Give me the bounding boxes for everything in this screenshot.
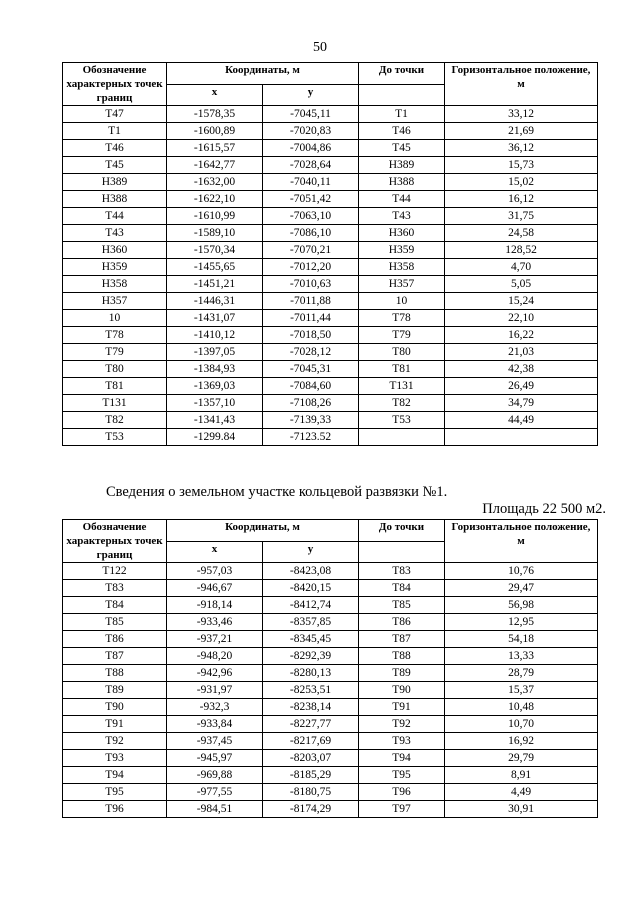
x-cell: -931,97 <box>167 682 263 699</box>
table-row <box>63 344 598 361</box>
distance-cell: 28,79 <box>445 665 598 682</box>
x-cell: -1446,31 <box>167 293 263 310</box>
distance-cell: 15,02 <box>445 174 598 191</box>
distance-cell: 128,52 <box>445 242 598 259</box>
y-header: у <box>263 84 359 106</box>
x-header: х <box>167 541 263 563</box>
x-cell: -946,67 <box>167 580 263 597</box>
point-cell: Т83 <box>63 580 167 597</box>
distance-cell: 8,91 <box>445 767 598 784</box>
table-row <box>63 563 598 580</box>
to-point-cell: Т131 <box>359 378 445 395</box>
y-cell: -7045,31 <box>263 361 359 378</box>
point-cell: Н358 <box>63 276 167 293</box>
table-row <box>63 327 598 344</box>
distance-cell: 26,49 <box>445 378 598 395</box>
x-cell: -1610,99 <box>167 208 263 225</box>
distance-cell: 10,48 <box>445 699 598 716</box>
x-cell: -957,03 <box>167 563 263 580</box>
to-point-cell: Т86 <box>359 614 445 631</box>
x-cell: -1451,21 <box>167 276 263 293</box>
point-cell: Т89 <box>63 682 167 699</box>
table-row <box>63 648 598 665</box>
table-row <box>63 699 598 716</box>
table-row <box>63 784 598 801</box>
y-cell: -7011,44 <box>263 310 359 327</box>
x-cell: -1357,10 <box>167 395 263 412</box>
x-cell: -1578,35 <box>167 106 263 123</box>
x-cell: -937,45 <box>167 733 263 750</box>
horizontal-header: Горизонтальное положение, м <box>445 63 598 106</box>
y-cell: -8174,29 <box>263 801 359 818</box>
x-cell: -945,97 <box>167 750 263 767</box>
point-cell: Т46 <box>63 140 167 157</box>
distance-cell: 12,95 <box>445 614 598 631</box>
distance-cell: 21,69 <box>445 123 598 140</box>
distance-cell: 29,47 <box>445 580 598 597</box>
y-header: у <box>263 541 359 563</box>
point-cell: Т45 <box>63 157 167 174</box>
empty-header <box>359 541 445 563</box>
y-cell: -8217,69 <box>263 733 359 750</box>
distance-cell: 4,49 <box>445 784 598 801</box>
distance-cell: 10,70 <box>445 716 598 733</box>
distance-cell: 10,76 <box>445 563 598 580</box>
to-point-cell: Т45 <box>359 140 445 157</box>
x-cell: -1600,89 <box>167 123 263 140</box>
point-cell: Т1 <box>63 123 167 140</box>
distance-cell: 33,12 <box>445 106 598 123</box>
distance-cell: 15,73 <box>445 157 598 174</box>
x-cell: -942,96 <box>167 665 263 682</box>
to-point-cell: Н388 <box>359 174 445 191</box>
y-cell: -8412,74 <box>263 597 359 614</box>
y-cell: -8357,85 <box>263 614 359 631</box>
coordinates-header: Координаты, м <box>167 520 359 542</box>
to-point-cell: Т90 <box>359 682 445 699</box>
table-row <box>63 429 598 446</box>
distance-cell: 15,24 <box>445 293 598 310</box>
point-cell: Т85 <box>63 614 167 631</box>
distance-cell: 31,75 <box>445 208 598 225</box>
header-row <box>63 520 598 542</box>
y-cell: -7086,10 <box>263 225 359 242</box>
table-row <box>63 597 598 614</box>
x-cell: -1632,00 <box>167 174 263 191</box>
table-row <box>63 259 598 276</box>
to-point-cell: Т43 <box>359 208 445 225</box>
distance-cell: 22,10 <box>445 310 598 327</box>
to-point-cell <box>359 429 445 446</box>
x-cell: -932,3 <box>167 699 263 716</box>
point-cell: Т91 <box>63 716 167 733</box>
table-row <box>63 767 598 784</box>
table-row <box>63 242 598 259</box>
point-cell: Т78 <box>63 327 167 344</box>
table-row <box>63 208 598 225</box>
distance-cell: 42,38 <box>445 361 598 378</box>
table-row <box>63 361 598 378</box>
point-cell: Т122 <box>63 563 167 580</box>
distance-cell: 44,49 <box>445 412 598 429</box>
y-cell: -8203,07 <box>263 750 359 767</box>
x-cell: -1397,05 <box>167 344 263 361</box>
point-cell: Т95 <box>63 784 167 801</box>
y-cell: -7084,60 <box>263 378 359 395</box>
y-cell: -7063,10 <box>263 208 359 225</box>
table-row <box>63 733 598 750</box>
distance-cell: 54,18 <box>445 631 598 648</box>
to-point-cell: Т97 <box>359 801 445 818</box>
y-cell: -7012,20 <box>263 259 359 276</box>
point-cell: Н388 <box>63 191 167 208</box>
designation-header: Обозначение характерных точек границ <box>63 63 167 106</box>
x-cell: -1615,57 <box>167 140 263 157</box>
table-row <box>63 395 598 412</box>
y-cell: -8253,51 <box>263 682 359 699</box>
to-point-header: До точки <box>359 63 445 85</box>
point-cell: Т53 <box>63 429 167 446</box>
distance-cell: 21,03 <box>445 344 598 361</box>
to-point-cell: Т89 <box>359 665 445 682</box>
horizontal-header: Горизонтальное положение, м <box>445 520 598 563</box>
y-cell: -7010,63 <box>263 276 359 293</box>
y-cell: -8423,08 <box>263 563 359 580</box>
land-plot-caption: Сведения о земельном участке кольцевой развязки №1. <box>106 484 448 500</box>
x-cell: -1589,10 <box>167 225 263 242</box>
y-cell: -8280,13 <box>263 665 359 682</box>
to-point-cell: Т80 <box>359 344 445 361</box>
y-cell: -7011,88 <box>263 293 359 310</box>
area-label: Площадь 22 500 м2. <box>482 501 606 517</box>
point-cell: Т94 <box>63 767 167 784</box>
to-point-cell: Т92 <box>359 716 445 733</box>
x-cell: -933,84 <box>167 716 263 733</box>
to-point-cell: Т88 <box>359 648 445 665</box>
to-point-cell: Т96 <box>359 784 445 801</box>
x-cell: -918,14 <box>167 597 263 614</box>
y-cell: -8420,15 <box>263 580 359 597</box>
table-row <box>63 750 598 767</box>
distance-cell: 16,92 <box>445 733 598 750</box>
coordinates-table-2 <box>62 519 598 818</box>
to-point-cell: Т83 <box>359 563 445 580</box>
y-cell: -7108,26 <box>263 395 359 412</box>
table-row <box>63 716 598 733</box>
y-cell: -8292,39 <box>263 648 359 665</box>
y-cell: -7020,83 <box>263 123 359 140</box>
table-row <box>63 801 598 818</box>
table-row <box>63 631 598 648</box>
distance-cell: 30,91 <box>445 801 598 818</box>
x-cell: -937,21 <box>167 631 263 648</box>
table-row <box>63 106 598 123</box>
to-point-cell: Н360 <box>359 225 445 242</box>
to-point-cell: Т81 <box>359 361 445 378</box>
point-cell: Т88 <box>63 665 167 682</box>
to-point-cell: Т95 <box>359 767 445 784</box>
y-cell: -7028,12 <box>263 344 359 361</box>
table-row <box>63 276 598 293</box>
point-cell: Т86 <box>63 631 167 648</box>
point-cell: Т80 <box>63 361 167 378</box>
x-cell: -1431,07 <box>167 310 263 327</box>
distance-cell: 16,22 <box>445 327 598 344</box>
point-cell: Т43 <box>63 225 167 242</box>
distance-cell: 15,37 <box>445 682 598 699</box>
table-row <box>63 140 598 157</box>
distance-cell <box>445 429 598 446</box>
point-cell: Н389 <box>63 174 167 191</box>
table-row <box>63 614 598 631</box>
distance-cell: 5,05 <box>445 276 598 293</box>
table-row <box>63 580 598 597</box>
empty-header <box>359 84 445 106</box>
y-cell: -7045,11 <box>263 106 359 123</box>
y-cell: -7004,86 <box>263 140 359 157</box>
x-cell: -948,20 <box>167 648 263 665</box>
x-cell: -1410,12 <box>167 327 263 344</box>
to-point-cell: Т44 <box>359 191 445 208</box>
to-point-cell: Т94 <box>359 750 445 767</box>
x-cell: -1570,34 <box>167 242 263 259</box>
to-point-cell: Т93 <box>359 733 445 750</box>
point-cell: Т81 <box>63 378 167 395</box>
x-cell: -1299.84 <box>167 429 263 446</box>
to-point-cell: Т82 <box>359 395 445 412</box>
x-cell: -984,51 <box>167 801 263 818</box>
point-cell: Т96 <box>63 801 167 818</box>
x-cell: -1455,65 <box>167 259 263 276</box>
point-cell: Т93 <box>63 750 167 767</box>
distance-cell: 24,58 <box>445 225 598 242</box>
x-cell: -1369,03 <box>167 378 263 395</box>
point-cell: 10 <box>63 310 167 327</box>
to-point-cell: Н357 <box>359 276 445 293</box>
to-point-cell: Т85 <box>359 597 445 614</box>
distance-cell: 56,98 <box>445 597 598 614</box>
distance-cell: 36,12 <box>445 140 598 157</box>
y-cell: -8227,77 <box>263 716 359 733</box>
table-row <box>63 157 598 174</box>
to-point-header: До точки <box>359 520 445 542</box>
distance-cell: 16,12 <box>445 191 598 208</box>
to-point-cell: Т46 <box>359 123 445 140</box>
point-cell: Т90 <box>63 699 167 716</box>
point-cell: Т87 <box>63 648 167 665</box>
to-point-cell: 10 <box>359 293 445 310</box>
y-cell: -8238,14 <box>263 699 359 716</box>
point-cell: Т79 <box>63 344 167 361</box>
table-row <box>63 293 598 310</box>
to-point-cell: Т53 <box>359 412 445 429</box>
table-row <box>63 412 598 429</box>
designation-header: Обозначение характерных точек границ <box>63 520 167 563</box>
to-point-cell: Н358 <box>359 259 445 276</box>
point-cell: Н357 <box>63 293 167 310</box>
point-cell: Т131 <box>63 395 167 412</box>
to-point-cell: Т78 <box>359 310 445 327</box>
coordinates-table-1 <box>62 62 598 446</box>
x-cell: -933,46 <box>167 614 263 631</box>
x-header: х <box>167 84 263 106</box>
y-cell: -7040,11 <box>263 174 359 191</box>
to-point-cell: Т91 <box>359 699 445 716</box>
y-cell: -7018,50 <box>263 327 359 344</box>
x-cell: -969,88 <box>167 767 263 784</box>
x-cell: -1622,10 <box>167 191 263 208</box>
table-row <box>63 378 598 395</box>
distance-cell: 29,79 <box>445 750 598 767</box>
table-row <box>63 225 598 242</box>
y-cell: -8185,29 <box>263 767 359 784</box>
to-point-cell: Т79 <box>359 327 445 344</box>
point-cell: Т92 <box>63 733 167 750</box>
to-point-cell: Т87 <box>359 631 445 648</box>
table-row <box>63 191 598 208</box>
page-number: 50 <box>313 40 327 55</box>
y-cell: -7070,21 <box>263 242 359 259</box>
y-cell: -7123.52 <box>263 429 359 446</box>
x-cell: -977,55 <box>167 784 263 801</box>
point-cell: Н360 <box>63 242 167 259</box>
coordinates-header: Координаты, м <box>167 63 359 85</box>
to-point-cell: Т84 <box>359 580 445 597</box>
distance-cell: 13,33 <box>445 648 598 665</box>
distance-cell: 4,70 <box>445 259 598 276</box>
to-point-cell: Н359 <box>359 242 445 259</box>
y-cell: -7051,42 <box>263 191 359 208</box>
point-cell: Т47 <box>63 106 167 123</box>
point-cell: Н359 <box>63 259 167 276</box>
y-cell: -8345,45 <box>263 631 359 648</box>
point-cell: Т82 <box>63 412 167 429</box>
x-cell: -1384,93 <box>167 361 263 378</box>
to-point-cell: Н389 <box>359 157 445 174</box>
x-cell: -1642,77 <box>167 157 263 174</box>
y-cell: -7028,64 <box>263 157 359 174</box>
point-cell: Т44 <box>63 208 167 225</box>
table-row <box>63 174 598 191</box>
y-cell: -8180,75 <box>263 784 359 801</box>
y-cell: -7139,33 <box>263 412 359 429</box>
table-row <box>63 665 598 682</box>
table-row <box>63 123 598 140</box>
table-row <box>63 310 598 327</box>
table-row <box>63 682 598 699</box>
point-cell: Т84 <box>63 597 167 614</box>
x-cell: -1341,43 <box>167 412 263 429</box>
distance-cell: 34,79 <box>445 395 598 412</box>
header-row <box>63 63 598 85</box>
to-point-cell: Т1 <box>359 106 445 123</box>
